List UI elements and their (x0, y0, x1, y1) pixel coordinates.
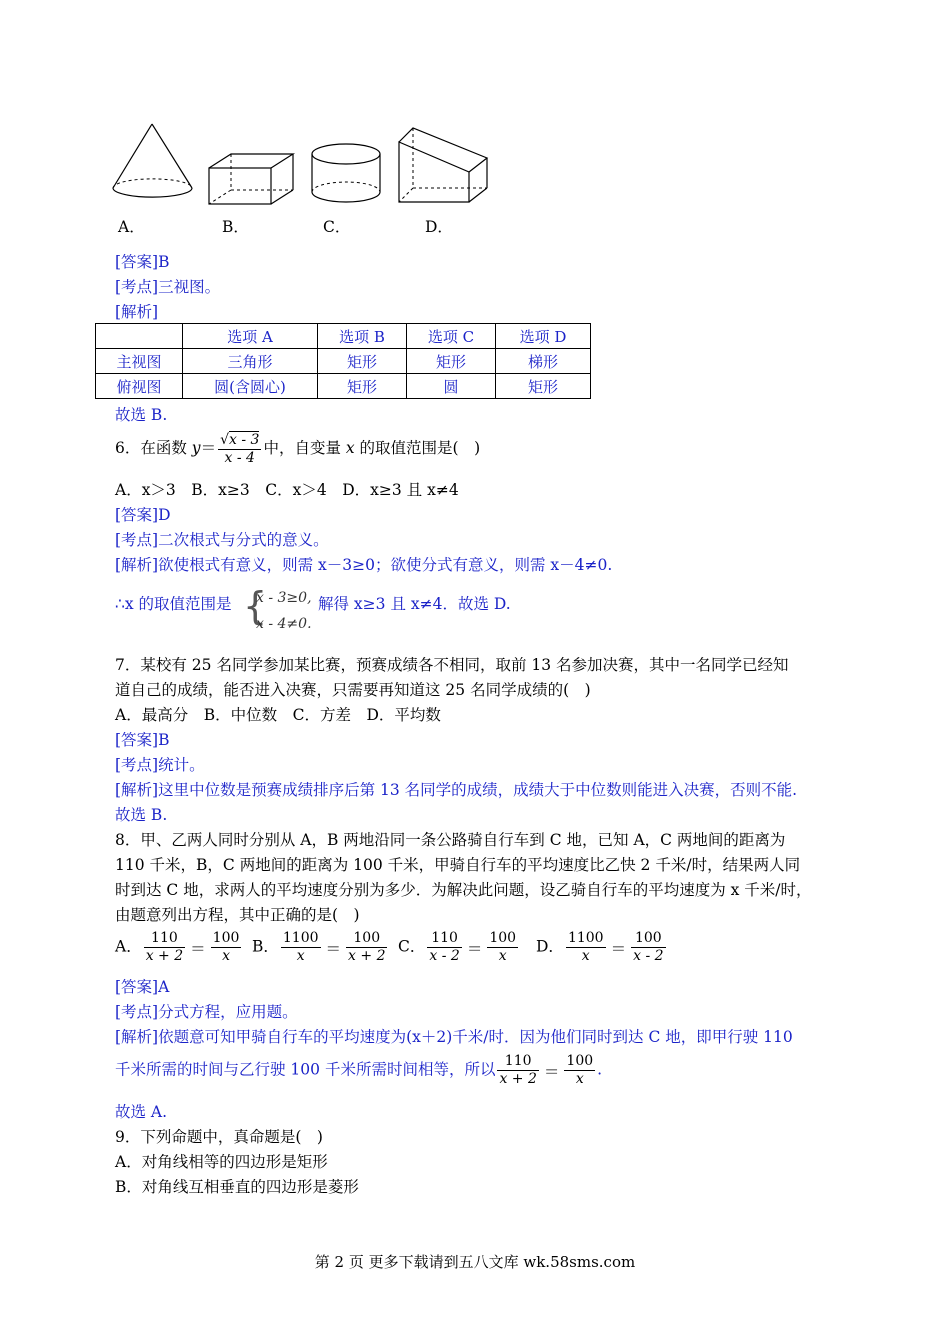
q8-topic: [考点]分式方程，应用题。 (115, 1003, 298, 1021)
table-cell: 矩形 (496, 374, 591, 399)
q8-analysis-line1: [解析]依题意可知甲骑自行车的平均速度为(x＋2)千米/时．因为他们同时到达 C 地，即甲行驶 110 (115, 1028, 793, 1046)
option-label: A． (115, 937, 142, 956)
q8-line2: 110 千米，B，C 两地间的距离为 100 千米，甲骑自行车的平均速度比乙快 2 千米/时，结果两人同 (115, 856, 801, 874)
q6-stem (115, 428, 480, 468)
table-cell: 梯形 (496, 349, 591, 374)
fraction-numerator: 100 (489, 930, 517, 946)
figure-label-c: C． (323, 218, 351, 236)
fraction-denominator: x (222, 948, 230, 964)
fraction-numerator: 100 (346, 930, 387, 948)
q6-suffix2: 的取值范围是( ) (354, 439, 481, 457)
views-table (95, 323, 591, 399)
q6-prefix: 6．在函数 (115, 439, 192, 457)
fraction-denominator: x (575, 1071, 584, 1087)
q8-option-b: B． $\frac{1100}{x}$ ＝ $\frac{100}{x + 2}$ (252, 930, 386, 964)
q6-eq: ＝ (200, 439, 217, 457)
q8-line3: 时到达 C 地，求两人的平均速度分别为多少．为解决此问题，设乙骑自行车的平均速度为 x 千米/时， (115, 881, 812, 899)
cylinder-figure (308, 140, 388, 208)
table-row (96, 349, 591, 374)
table-cell: 俯视图 (96, 374, 183, 399)
q6-denominator: x - 4 (224, 449, 255, 466)
q6-answer: [答案]D (115, 506, 171, 524)
prism-figure (393, 124, 493, 208)
q5-conclusion: 故选 B. (115, 406, 168, 424)
table-cell: 三角形 (183, 349, 318, 374)
table-cell (96, 324, 183, 349)
fraction-denominator: x + 2 (499, 1071, 537, 1087)
q7-line2: 道自己的成绩，能否进入决赛，只需要再知道这 25 名同学成绩的( ) (115, 681, 591, 699)
q6-fraction (218, 432, 261, 467)
q8-conclusion: 故选 A. (115, 1103, 168, 1121)
fraction-numerator: 110 (144, 930, 185, 948)
fraction-numerator: 100 (631, 930, 665, 948)
figure-label-d: D． (425, 218, 453, 236)
q7-conclusion: 故选 B. (115, 806, 168, 824)
cone-figure (108, 120, 198, 205)
figure-label-a: A． (118, 218, 145, 236)
fraction-denominator: x - 2 (633, 948, 664, 964)
option-label: B． (252, 937, 279, 956)
fraction-numerator: 110 (497, 1053, 538, 1071)
table-cell: 主视图 (96, 349, 183, 374)
table-cell: 圆(含圆心) (183, 374, 318, 399)
q5-answer: [答案]B (115, 253, 170, 271)
q8-answer: [答案]A (115, 978, 170, 996)
fraction-denominator: x (581, 948, 590, 964)
q8-option-c: C． $\frac{110}{x - 2}$ ＝ $\frac{100}{x}$ (398, 930, 517, 964)
q7-options: A．最高分 B．中位数 C．方差 D．平均数 (115, 706, 441, 724)
q6-brace: { (243, 584, 268, 628)
q7-answer: [答案]B (115, 731, 170, 749)
q6-therefore-post: 解得 x≥3 且 x≠4．故选 D. (318, 595, 511, 613)
q6-system-line1: x - 3≥0, (256, 590, 312, 606)
table-row (96, 374, 591, 399)
q9-stem: 9．下列命题中，真命题是( ) (115, 1128, 323, 1146)
q8-analysis-line2: 千米所需的时间与乙行驶 100 千米所需时间相等，所以 $\frac{110}{x + 2}$ ＝ $\frac{100}{x}$ . (115, 1053, 603, 1087)
q6-y: y (191, 439, 201, 457)
option-label: D． (536, 937, 564, 956)
q6-x: x (345, 439, 355, 457)
table-row (96, 324, 591, 349)
q6-system-line2: x - 4≠0. (256, 616, 312, 632)
q7-topic: [考点]统计。 (115, 756, 205, 774)
fraction-denominator: x - 2 (429, 948, 460, 964)
table-cell: 圆 (407, 374, 496, 399)
q6-topic: [考点]二次根式与分式的意义。 (115, 531, 329, 549)
table-cell: 矩形 (318, 374, 407, 399)
figure-label-b: B． (222, 218, 249, 236)
q8-line4: 由题意列出方程，其中正确的是( ) (115, 906, 360, 924)
fraction-numerator: 1100 (567, 930, 604, 946)
q6-numerator: √x - 3 (220, 431, 260, 448)
fraction-denominator: x + 2 (145, 948, 184, 964)
q9-option-b: B．对角线互相垂直的四边形是菱形 (115, 1178, 359, 1196)
fraction-denominator: x (296, 948, 305, 964)
table-cell: 矩形 (318, 349, 407, 374)
cuboid-figure (205, 150, 300, 210)
table-cell: 选项 C (407, 324, 496, 349)
page-footer: 第 2 页 更多下载请到五八文库 wk.58sms.com (314, 1253, 636, 1271)
option-label: C． (398, 937, 426, 956)
q6-suffix1: 中，自变量 (263, 439, 346, 457)
q6-options: A．x＞3 B．x≥3 C．x＞4 D．x≥3 且 x≠4 (115, 481, 459, 499)
fraction-numerator: 100 (212, 930, 240, 946)
table-cell: 选项 D (496, 324, 591, 349)
q8-option-a: A． $\frac{110}{x + 2}$ ＝ $\frac{100}{x}$ (115, 930, 240, 964)
q7-analysis: [解析]这里中位数是预赛成绩排序后第 13 名同学的成绩，成绩大于中位数则能进入决赛，否则不能. (115, 781, 798, 799)
table-cell: 矩形 (407, 349, 496, 374)
q5-topic: [考点]三视图。 (115, 278, 221, 296)
q5-analysis: [解析] (115, 303, 159, 321)
q8-line1: 8．甲、乙两人同时分别从 A，B 两地沿同一条公路骑自行车到 C 地，已知 A，C 两地间的距离为 (115, 831, 786, 849)
q6-analysis: [解析]欲使根式有意义，则需 x－3≥0；欲使分式有意义，则需 x－4≠0. (115, 556, 613, 574)
q8-option-d: D． $\frac{1100}{x}$ ＝ $\frac{100}{x - 2}$ (536, 930, 664, 964)
q6-therefore-pre: ∴x 的取值范围是 (115, 595, 232, 613)
table-cell: 选项 A (183, 324, 318, 349)
fraction-numerator: 100 (566, 1053, 594, 1069)
fraction-denominator: x + 2 (348, 948, 386, 964)
q9-option-a: A．对角线相等的四边形是矩形 (115, 1153, 328, 1171)
table-cell: 选项 B (318, 324, 407, 349)
q7-line1: 7．某校有 25 名同学参加某比赛，预赛成绩各不相同，取前 13 名参加决赛，其中一名同学已经知 (115, 656, 789, 674)
fraction-denominator: x (498, 948, 507, 964)
fraction-numerator: 1100 (282, 930, 319, 946)
fraction-numerator: 110 (427, 930, 461, 948)
